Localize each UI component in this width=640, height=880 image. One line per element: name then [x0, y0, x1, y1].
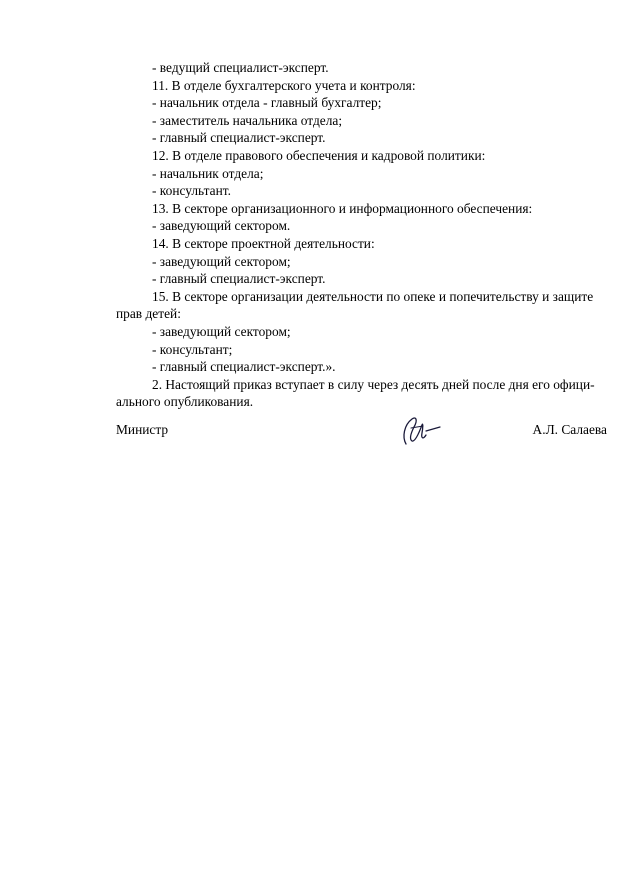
- document-line: 13. В секторе организационного и информационного обеспечения:: [152, 200, 533, 216]
- document-line: - главный специалист-эксперт.: [152, 130, 326, 146]
- document-line: 14. В секторе проектной деятельности:: [152, 235, 375, 251]
- document-line: - начальник отдела - главный бухгалтер;: [152, 95, 382, 111]
- document-line: - заместитель начальника отдела;: [152, 112, 343, 128]
- document-body: [116, 59, 607, 411]
- document-line: прав детей:: [116, 306, 181, 322]
- document-line: 12. В отделе правового обеспечения и кадровой политики:: [152, 147, 486, 163]
- document-line: ального опубликования.: [116, 394, 254, 410]
- document-line: - консультант;: [152, 341, 233, 357]
- document-line: 2. Настоящий приказ вступает в силу через десять дней после дня его офици-: [152, 376, 595, 392]
- document-line: - заведующий сектором.: [152, 218, 291, 234]
- document-line: - заведующий сектором;: [152, 323, 291, 339]
- document-line: - заведующий сектором;: [152, 253, 291, 269]
- document-line: - начальник отдела;: [152, 165, 264, 181]
- document-line: - главный специалист-эксперт.: [152, 271, 326, 287]
- document-line: - ведущий специалист-эксперт.: [152, 60, 329, 75]
- handwritten-signature: [392, 411, 442, 447]
- document-line: 11. В отделе бухгалтерского учета и контроля:: [152, 77, 416, 93]
- document-line: - главный специалист-эксперт.».: [152, 359, 336, 375]
- signatory-title: Министр: [116, 422, 169, 437]
- signature-block: [116, 421, 607, 443]
- signatory-name: А.Л. Салаева: [532, 422, 607, 437]
- document-line: 15. В секторе организации деятельности по опеке и попечительству и защите: [152, 288, 594, 304]
- document-line: - консультант.: [152, 183, 231, 199]
